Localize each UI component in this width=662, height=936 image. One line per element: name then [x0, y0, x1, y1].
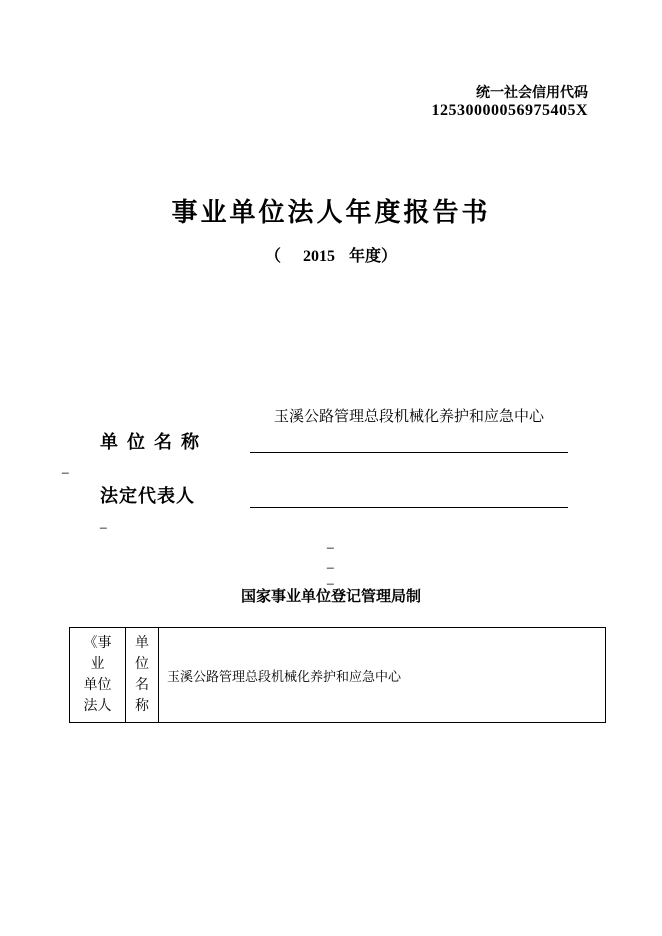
legal-rep-label: 法定代表人 [100, 486, 195, 507]
cell-line: 称 [135, 698, 149, 714]
table-unit-name-value: 玉溪公路管理总段机械化养护和应急中心 [159, 628, 606, 723]
stray-mark: _ [327, 535, 334, 549]
unit-name-value: 玉溪公路管理总段机械化养护和应急中心 [273, 407, 544, 425]
stray-mark: _ [100, 515, 107, 529]
cell-line: 名 [135, 677, 149, 693]
page-title: 事业单位法人年度报告书 [171, 198, 491, 228]
credit-code-label: 统一社会信用代码 [476, 85, 588, 101]
table-category-cell [70, 628, 126, 723]
cell-line: 单 [135, 635, 149, 651]
cell-line: 法人 [83, 698, 112, 714]
unit-name-underline [250, 452, 568, 453]
stray-mark: _ [62, 460, 69, 474]
cell-line: 位 [135, 656, 149, 672]
stray-mark: _ [327, 555, 334, 569]
year-suffix: 年度） [349, 246, 398, 265]
table-field-label-cell [126, 628, 159, 723]
cell-line: 业 [90, 656, 105, 672]
cell-line: 单位 [83, 677, 112, 693]
legal-rep-underline [250, 507, 568, 508]
unit-name-label: 单位名称 [100, 432, 208, 453]
table-row [70, 628, 606, 723]
credit-code-value: 12530000056975405X [431, 102, 588, 119]
year-open-paren: （ [264, 246, 281, 265]
issuer-line: 国家事业单位登记管理局制 [240, 587, 421, 605]
report-year-line [0, 243, 662, 266]
stray-mark: _ [327, 571, 334, 585]
cell-line: 《事 [83, 635, 112, 651]
unit-info-table [69, 627, 606, 723]
report-year: 2015 [303, 248, 335, 265]
